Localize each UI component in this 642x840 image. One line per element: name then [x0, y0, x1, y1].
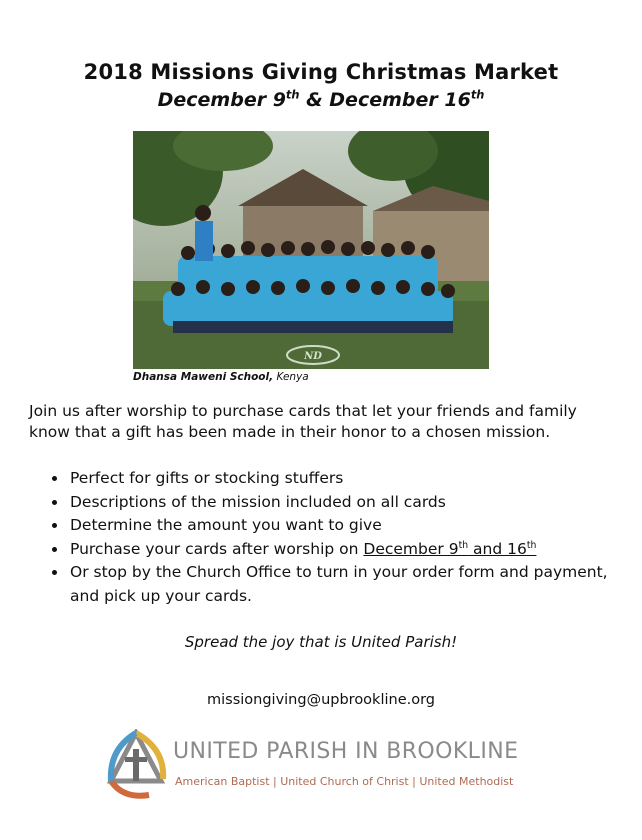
list-item: • Purchase your cards after worship on December 9th and 16th	[68, 538, 608, 562]
school-photo	[133, 131, 489, 369]
email-link[interactable]: missiongiving@upbrookline.org	[206, 692, 436, 708]
list-item: • Descriptions of the mission included on all cards	[68, 491, 608, 515]
list-item: • Or stop by the Church Office to turn in your order form and payment, and pick up your cards.	[68, 561, 608, 608]
event-dates: December 9th & December 16th	[157, 87, 485, 111]
photo-watermark: ND	[304, 351, 322, 362]
org-name: UNITED PARISH IN BROOKLINE	[173, 739, 519, 764]
feature-list	[48, 467, 608, 608]
list-item: • Determine the amount you want to give	[68, 514, 608, 538]
photo-caption: Dhansa Maweni School, Kenya	[133, 371, 309, 383]
list-item: • Perfect for gifts or stocking stuffers	[68, 467, 608, 491]
church-logo	[103, 729, 543, 801]
org-denominations: American Baptist | United Church of Christ | United Methodist	[175, 775, 514, 788]
intro-paragraph: Join us after worship to purchase cards that let your friends and family know that a gift has been made in their honor to a chosen mission.	[29, 402, 577, 441]
church-logo-icon	[103, 729, 169, 801]
page-title: 2018 Missions Giving Christmas Market	[83, 60, 559, 84]
tagline: Spread the joy that is United Parish!	[184, 633, 458, 651]
